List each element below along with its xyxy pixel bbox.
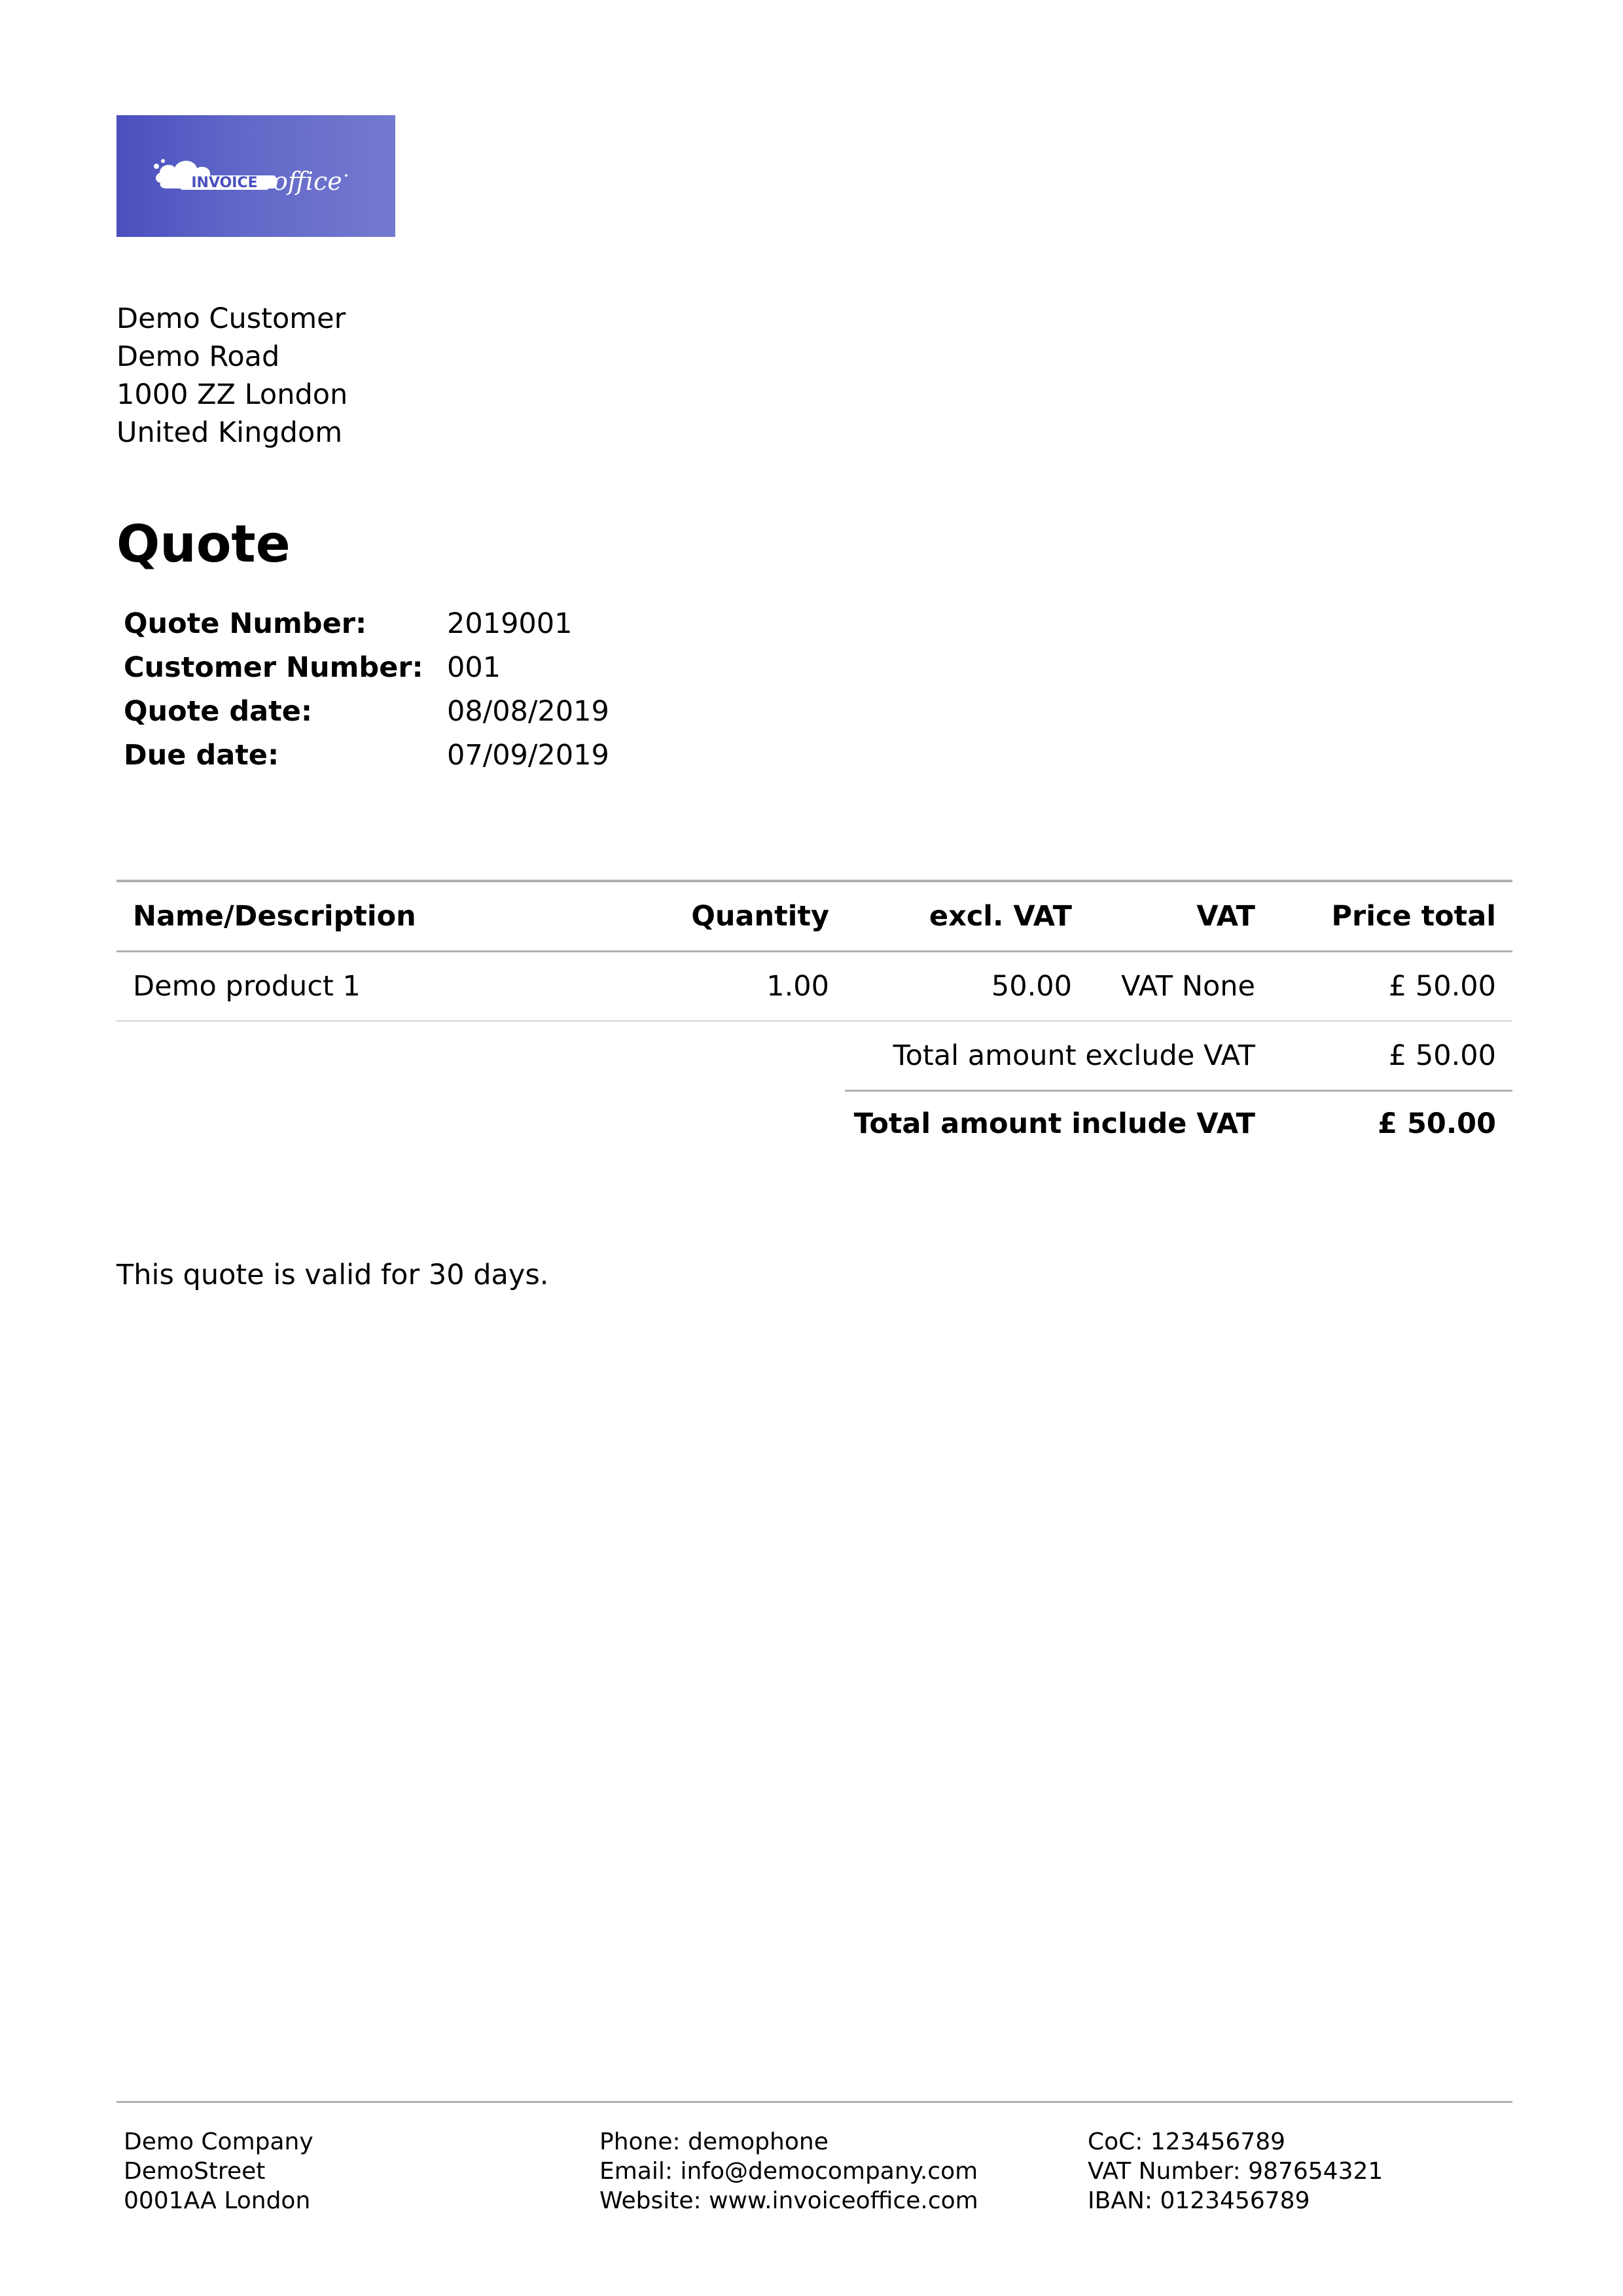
item-name: Demo product 1 [133, 970, 361, 1003]
recipient-name: Demo Customer [116, 302, 346, 335]
meta-row-customer-number [124, 646, 609, 690]
meta-label: Due date: [124, 739, 279, 772]
total-incl-vat-value: £ 50.00 [1378, 1107, 1496, 1140]
footer-company-street: DemoStreet [124, 2158, 266, 2185]
header-price-total: Price total [1331, 900, 1496, 933]
total-excl-vat-label: Total amount exclude VAT [893, 1039, 1255, 1072]
meta-row-quote-number [124, 602, 609, 646]
meta-value: 001 [447, 651, 501, 684]
meta-value: 08/08/2019 [447, 695, 609, 728]
company-logo [116, 115, 395, 237]
header-excl-vat: excl. VAT [929, 900, 1072, 933]
footer-divider [116, 2101, 1512, 2103]
logo-text-script: office [273, 167, 342, 196]
document-title: Quote [116, 515, 291, 574]
header-name: Name/Description [133, 900, 416, 933]
footer-website: Website: www.invoiceoffice.com [599, 2187, 978, 2214]
meta-value: 07/09/2019 [447, 739, 609, 772]
item-price-total: £ 50.00 [1388, 970, 1496, 1003]
total-excl-vat-value: £ 50.00 [1388, 1039, 1496, 1072]
items-table [116, 880, 1512, 1158]
meta-label: Quote date: [124, 695, 313, 728]
item-vat: VAT None [1121, 970, 1255, 1003]
total-incl-vat-label: Total amount include VAT [853, 1107, 1255, 1140]
footer-company-name: Demo Company [124, 2128, 313, 2155]
logo-text-main: INVOICE [191, 175, 258, 191]
meta-label: Customer Number: [124, 651, 423, 684]
item-excl-vat: 50.00 [991, 970, 1072, 1003]
footer-company [124, 2127, 313, 2215]
footer-iban: IBAN: 0123456789 [1088, 2187, 1310, 2214]
recipient-country: United Kingdom [116, 416, 343, 449]
footer-phone: Phone: demophone [599, 2128, 829, 2155]
header-vat: VAT [1196, 900, 1255, 933]
footer-registration [1088, 2127, 1383, 2215]
item-quantity: 1.00 [766, 970, 829, 1003]
invoiceoffice-logo-mark [151, 147, 361, 206]
meta-row-quote-date [124, 690, 609, 734]
meta-row-due-date [124, 734, 609, 778]
header-quantity: Quantity [691, 900, 829, 933]
footer-coc: CoC: 123456789 [1088, 2128, 1286, 2155]
meta-label: Quote Number: [124, 607, 367, 640]
table-header-row [116, 880, 1512, 952]
quote-meta [124, 602, 609, 778]
meta-value: 2019001 [447, 607, 573, 640]
recipient-city: 1000 ZZ London [116, 378, 348, 411]
footer-company-city: 0001AA London [124, 2187, 311, 2214]
total-incl-vat-row [116, 1090, 1512, 1158]
footer-vat-number: VAT Number: 987654321 [1088, 2158, 1383, 2185]
recipient-address [116, 300, 348, 452]
recipient-street: Demo Road [116, 340, 280, 373]
table-row [116, 952, 1512, 1022]
footer-email: Email: info@democompany.com [599, 2158, 978, 2185]
validity-note: This quote is valid for 30 days. [116, 1259, 549, 1291]
total-excl-vat-row [116, 1022, 1512, 1090]
footer-contact [599, 2127, 978, 2215]
